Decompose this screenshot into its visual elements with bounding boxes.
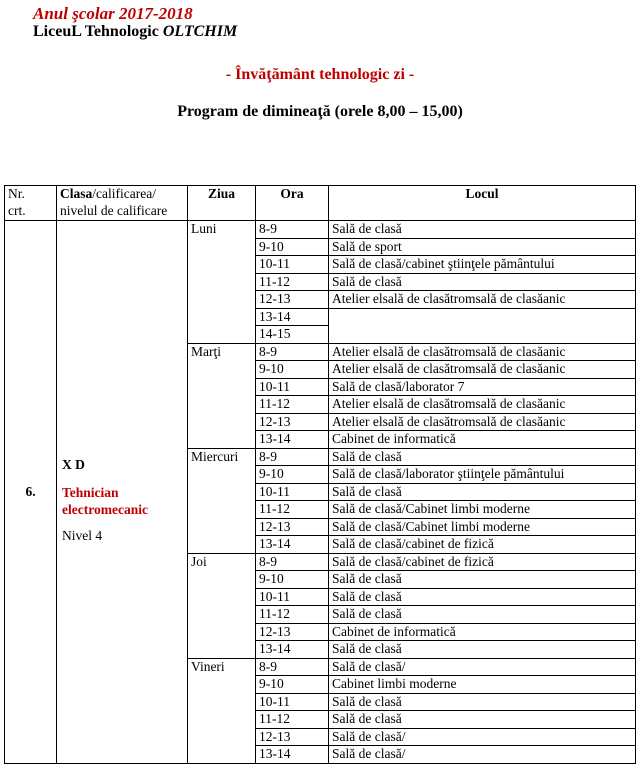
hour-cell: 9-10 [256, 676, 329, 694]
location-cell: Sală de clasă/cabinet ştiinţele pământului [329, 256, 636, 274]
schedule-table [4, 185, 636, 764]
schedule-body [5, 221, 636, 764]
hour-cell: 9-10 [256, 238, 329, 256]
location-cell: Sală de clasă/Cabinet limbi moderne [329, 501, 636, 519]
header-ziua: Ziua [188, 186, 256, 221]
location-cell: Sală de clasă/ [329, 728, 636, 746]
hour-cell: 8-9 [256, 553, 329, 571]
school-year: Anul şcolar 2017-2018 [33, 4, 193, 23]
location-cell: Cabinet limbi moderne [329, 676, 636, 694]
hour-cell: 8-9 [256, 221, 329, 239]
hour-cell: 9-10 [256, 571, 329, 589]
education-type: - Învăţământ tehnologic zi - [225, 66, 415, 83]
hour-cell: 10-11 [256, 378, 329, 396]
hour-cell: 12-13 [256, 291, 329, 309]
location-cell: Sală de clasă/cabinet de fizică [329, 553, 636, 571]
hour-cell: 13-14 [256, 536, 329, 554]
hour-cell: 13-14 [256, 308, 329, 326]
school-name-line [33, 23, 237, 41]
location-cell: Sală de clasă/laborator 7 [329, 378, 636, 396]
location-cell [329, 308, 636, 343]
header-nr: Nr. crt. [5, 186, 57, 221]
qualification: Tehnician electromecanic [62, 485, 148, 517]
location-cell: Atelier elsală de clasătromsală de clasăanic [329, 291, 636, 309]
table-row [5, 221, 636, 239]
day-cell: Luni [188, 221, 256, 344]
school-name: OLTCHIM [162, 23, 238, 40]
location-cell: Sală de sport [329, 238, 636, 256]
location-cell: Cabinet de informatică [329, 431, 636, 449]
location-cell: Sală de clasă [329, 221, 636, 239]
hour-cell: 9-10 [256, 361, 329, 379]
location-cell: Sală de clasă [329, 448, 636, 466]
qualification-level: Nivel 4 [62, 528, 103, 544]
day-cell: Marţi [188, 343, 256, 448]
hour-cell: 10-11 [256, 483, 329, 501]
class-code: X D [62, 456, 85, 472]
location-cell: Sală de clasă/ [329, 658, 636, 676]
hour-cell: 13-14 [256, 431, 329, 449]
location-cell: Sală de clasă [329, 588, 636, 606]
header-locul: Locul [329, 186, 636, 221]
location-cell: Sală de clasă/laborator ştiinţele pământului [329, 466, 636, 484]
hour-cell: 12-13 [256, 413, 329, 431]
location-cell: Sală de clasă [329, 571, 636, 589]
hour-cell: 9-10 [256, 466, 329, 484]
location-cell: Atelier elsală de clasătromsală de clasăanic [329, 413, 636, 431]
location-cell: Sală de clasă [329, 693, 636, 711]
day-cell: Miercuri [188, 448, 256, 553]
hour-cell: 14-15 [256, 326, 329, 344]
hour-cell: 13-14 [256, 746, 329, 764]
header-ora: Ora [256, 186, 329, 221]
location-cell: Atelier elsală de clasătromsală de clasăanic [329, 343, 636, 361]
hour-cell: 12-13 [256, 518, 329, 536]
hour-cell: 12-13 [256, 623, 329, 641]
location-cell: Sală de clasă [329, 273, 636, 291]
hour-cell: 8-9 [256, 658, 329, 676]
location-cell: Sală de clasă [329, 606, 636, 624]
hour-cell: 11-12 [256, 606, 329, 624]
hour-cell: 10-11 [256, 693, 329, 711]
class-info-cell [57, 221, 188, 764]
table-header-row [5, 186, 636, 221]
location-cell: Sală de clasă/ [329, 746, 636, 764]
hour-cell: 8-9 [256, 448, 329, 466]
hour-cell: 10-11 [256, 588, 329, 606]
location-cell: Atelier elsală de clasătromsală de clasăanic [329, 396, 636, 414]
location-cell: Atelier elsală de clasătromsală de clasăanic [329, 361, 636, 379]
location-cell: Sală de clasă/cabinet de fizică [329, 536, 636, 554]
hour-cell: 10-11 [256, 256, 329, 274]
hour-cell: 11-12 [256, 396, 329, 414]
hour-cell: 11-12 [256, 711, 329, 729]
location-cell: Sală de clasă [329, 711, 636, 729]
hour-cell: 12-13 [256, 728, 329, 746]
hour-cell: 13-14 [256, 641, 329, 659]
program-title: Program de dimineaţă (orele 8,00 – 15,00) [177, 103, 463, 120]
day-cell: Vineri [188, 658, 256, 763]
hour-cell: 11-12 [256, 273, 329, 291]
hour-cell: 11-12 [256, 501, 329, 519]
hour-cell: 8-9 [256, 343, 329, 361]
location-cell: Sală de clasă [329, 483, 636, 501]
location-cell: Cabinet de informatică [329, 623, 636, 641]
day-cell: Joi [188, 553, 256, 658]
location-cell: Sală de clasă [329, 641, 636, 659]
row-number: 6. [5, 221, 57, 764]
header-clasa: Clasa/calificarea/ nivelul de calificare [57, 186, 188, 221]
location-cell: Sală de clasă/Cabinet limbi moderne [329, 518, 636, 536]
school-prefix: LiceuL Tehnologic [33, 23, 159, 40]
